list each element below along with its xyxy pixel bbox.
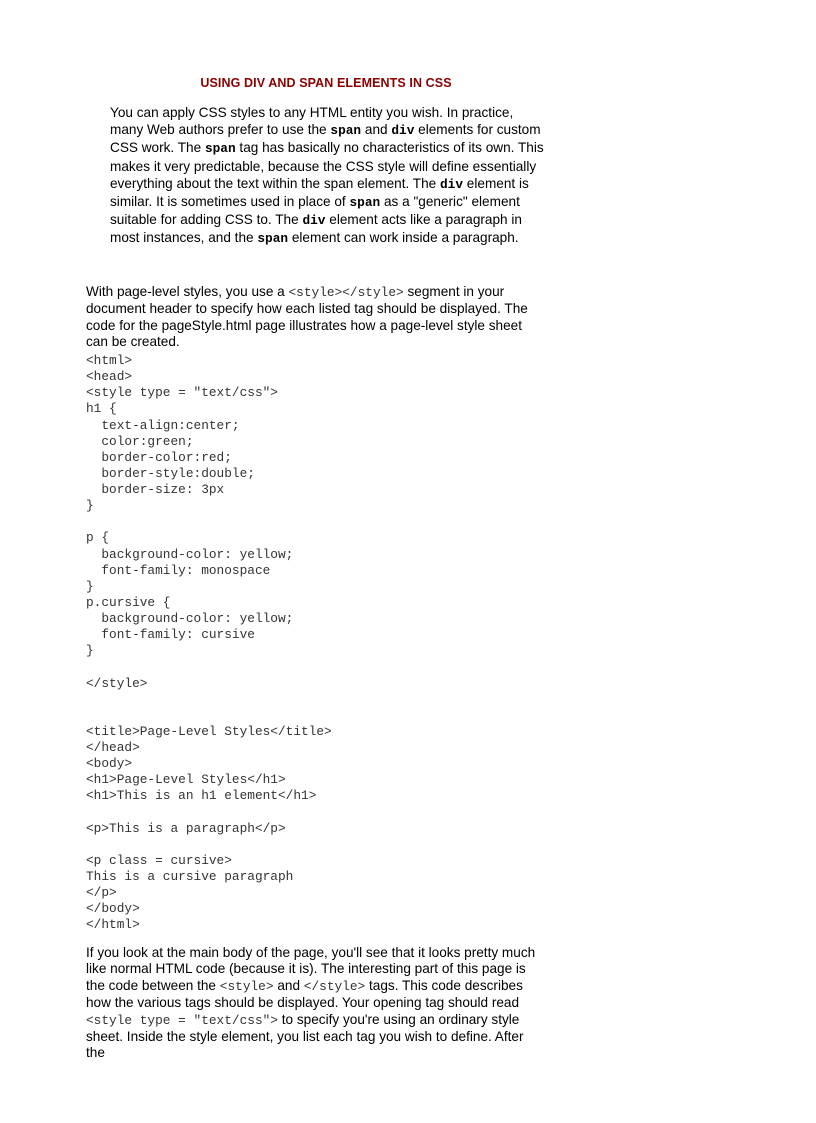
inline-code: div xyxy=(302,213,326,229)
callout-paragraph: You can apply CSS styles to any HTML entity you wish. In practice, many Web authors prefer to use the span and div elements for custom CSS work. The span tag has basically no characteristics of its own. This makes it very predictable, because the CSS style will define essentially everything about the text within the span element. The div element is similar. It is sometimes used in place of span as a "generic" element suitable for adding CSS to. The div element acts like a paragraph in most instances, and the span element can work inside a paragraph. xyxy=(110,105,544,247)
code-listing: <html> <head> <style type = "text/css"> h1 { text-align:center; color:green; border-color:red; border-style:double; border-size: 3px } p { background-color: yellow; font-family: monospace } p.cursive { background-color: yellow; font-family: cursive } </style> <title>Page-Level Styles</title> </head> <body> <h1>Page-Level Styles</h1> <h1>This is an h1 element</h1> <p>This is a paragraph</p> <p class = cursive> This is a cursive paragraph </p> </body> </html> xyxy=(86,353,332,933)
explanation-paragraph: If you look at the main body of the page, you'll see that it looks pretty much like normal HTML code (because it is). The interesting part of this page is the code between the <style> and </style> tags. This code describes how the various tags should be displayed. Your opening tag should read <style type = "text/css"> to specify you're using an ordinary style sheet. Inside the style element, you list each tag you wish to define. After the xyxy=(86,945,536,1061)
inline-code: span xyxy=(257,231,289,247)
inline-code: span xyxy=(204,141,236,157)
inline-code: div xyxy=(439,176,464,192)
intro-paragraph: With page-level styles, you use a <style></style> segment in your document header to specify how each listed tag should be displayed. The code for the pageStyle.html page illustrates how a page-level style sheet can be created. xyxy=(86,284,528,350)
inline-code: span xyxy=(349,195,381,211)
section-title: USING DIV AND SPAN ELEMENTS IN CSS xyxy=(200,76,452,90)
inline-code: <style></style> xyxy=(288,285,404,300)
inline-code: <style type = "text/css"> xyxy=(86,1012,278,1028)
inline-code: span xyxy=(330,123,362,139)
inline-code: div xyxy=(391,123,415,139)
inline-code: <style> xyxy=(219,978,274,994)
inline-code: </style> xyxy=(303,978,366,994)
